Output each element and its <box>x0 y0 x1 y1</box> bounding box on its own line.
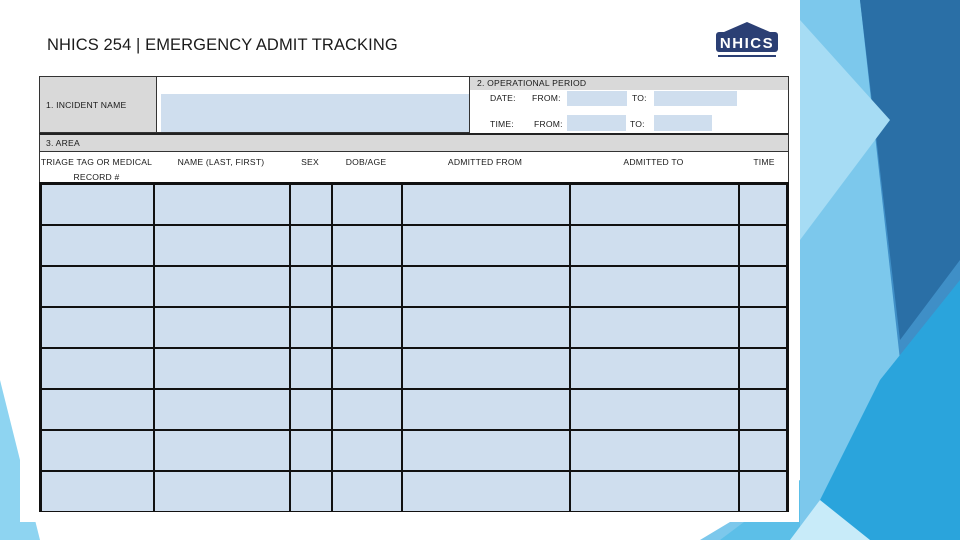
cell-sex[interactable] <box>291 226 331 265</box>
date-to-field[interactable] <box>654 91 737 106</box>
date-label: DATE: <box>490 93 516 103</box>
svg-text:NHICS: NHICS <box>719 35 775 52</box>
page-title: NHICS 254 | EMERGENCY ADMIT TRACKING <box>47 36 398 54</box>
cell-admitted-to[interactable] <box>571 390 738 429</box>
cell-name[interactable] <box>155 267 289 306</box>
time-from-field[interactable] <box>567 115 626 131</box>
operational-period-label: 2. OPERATIONAL PERIOD <box>477 78 587 88</box>
time-label: TIME: <box>490 119 514 129</box>
cell-dob-age[interactable] <box>333 226 401 265</box>
cell-time[interactable] <box>740 185 786 224</box>
date-from-label: FROM: <box>532 93 561 103</box>
cell-admitted-from[interactable] <box>403 349 569 388</box>
cell-time[interactable] <box>740 390 786 429</box>
cell-triage-tag[interactable] <box>42 472 153 511</box>
time-to-field[interactable] <box>654 115 712 131</box>
cell-sex[interactable] <box>291 390 331 429</box>
cell-triage-tag[interactable] <box>42 185 153 224</box>
cell-name[interactable] <box>155 185 289 224</box>
cell-triage-tag[interactable] <box>42 431 153 470</box>
cell-admitted-from[interactable] <box>403 185 569 224</box>
cell-triage-tag[interactable] <box>42 390 153 429</box>
area-band <box>39 133 789 152</box>
date-from-field[interactable] <box>567 91 627 106</box>
area-label: 3. AREA <box>46 138 80 148</box>
cell-dob-age[interactable] <box>333 308 401 347</box>
cell-dob-age[interactable] <box>333 185 401 224</box>
cell-admitted-to[interactable] <box>571 349 738 388</box>
admit-table-grid <box>39 182 789 512</box>
cell-admitted-from[interactable] <box>403 431 569 470</box>
col-header-admitted-from: ADMITTED FROM <box>447 157 523 167</box>
cell-name[interactable] <box>155 431 289 470</box>
cell-triage-tag[interactable] <box>42 349 153 388</box>
incident-name-label: 1. INCIDENT NAME <box>46 100 127 110</box>
cell-admitted-from[interactable] <box>403 226 569 265</box>
time-from-label: FROM: <box>534 119 563 129</box>
cell-sex[interactable] <box>291 349 331 388</box>
cell-time[interactable] <box>740 267 786 306</box>
cell-sex[interactable] <box>291 431 331 470</box>
col-header-dob-age: DOB/AGE <box>345 157 387 167</box>
cell-time[interactable] <box>740 431 786 470</box>
col-header-time: TIME <box>753 157 775 167</box>
col-header-triage-tag: TRIAGE TAG OR MEDICAL RECORD # <box>40 157 153 182</box>
cell-time[interactable] <box>740 349 786 388</box>
cell-time[interactable] <box>740 226 786 265</box>
cell-name[interactable] <box>155 472 289 511</box>
col-header-name: NAME (LAST, FIRST) <box>177 157 265 167</box>
cell-name[interactable] <box>155 349 289 388</box>
cell-admitted-from[interactable] <box>403 308 569 347</box>
cell-triage-tag[interactable] <box>42 267 153 306</box>
nhics-logo <box>712 20 782 62</box>
cell-dob-age[interactable] <box>333 267 401 306</box>
cell-admitted-to[interactable] <box>571 308 738 347</box>
cell-admitted-to[interactable] <box>571 226 738 265</box>
time-to-label: TO: <box>630 119 645 129</box>
cell-dob-age[interactable] <box>333 472 401 511</box>
cell-triage-tag[interactable] <box>42 226 153 265</box>
cell-sex[interactable] <box>291 308 331 347</box>
cell-admitted-to[interactable] <box>571 472 738 511</box>
col-header-admitted-to: ADMITTED TO <box>623 157 684 167</box>
cell-name[interactable] <box>155 308 289 347</box>
cell-name[interactable] <box>155 390 289 429</box>
cell-name[interactable] <box>155 226 289 265</box>
date-to-label: TO: <box>632 93 647 103</box>
cell-time[interactable] <box>740 308 786 347</box>
cell-dob-age[interactable] <box>333 390 401 429</box>
cell-admitted-to[interactable] <box>571 431 738 470</box>
cell-dob-age[interactable] <box>333 431 401 470</box>
cell-admitted-to[interactable] <box>571 267 738 306</box>
col-header-sex: SEX <box>301 157 319 167</box>
cell-sex[interactable] <box>291 472 331 511</box>
admit-tracking-form <box>39 76 789 512</box>
column-header-row <box>39 152 789 182</box>
cell-time[interactable] <box>740 472 786 511</box>
cell-admitted-from[interactable] <box>403 390 569 429</box>
cell-admitted-to[interactable] <box>571 185 738 224</box>
cell-sex[interactable] <box>291 267 331 306</box>
cell-triage-tag[interactable] <box>42 308 153 347</box>
cell-admitted-from[interactable] <box>403 472 569 511</box>
cell-sex[interactable] <box>291 185 331 224</box>
cell-dob-age[interactable] <box>333 349 401 388</box>
cell-admitted-from[interactable] <box>403 267 569 306</box>
incident-name-field[interactable] <box>161 94 469 132</box>
